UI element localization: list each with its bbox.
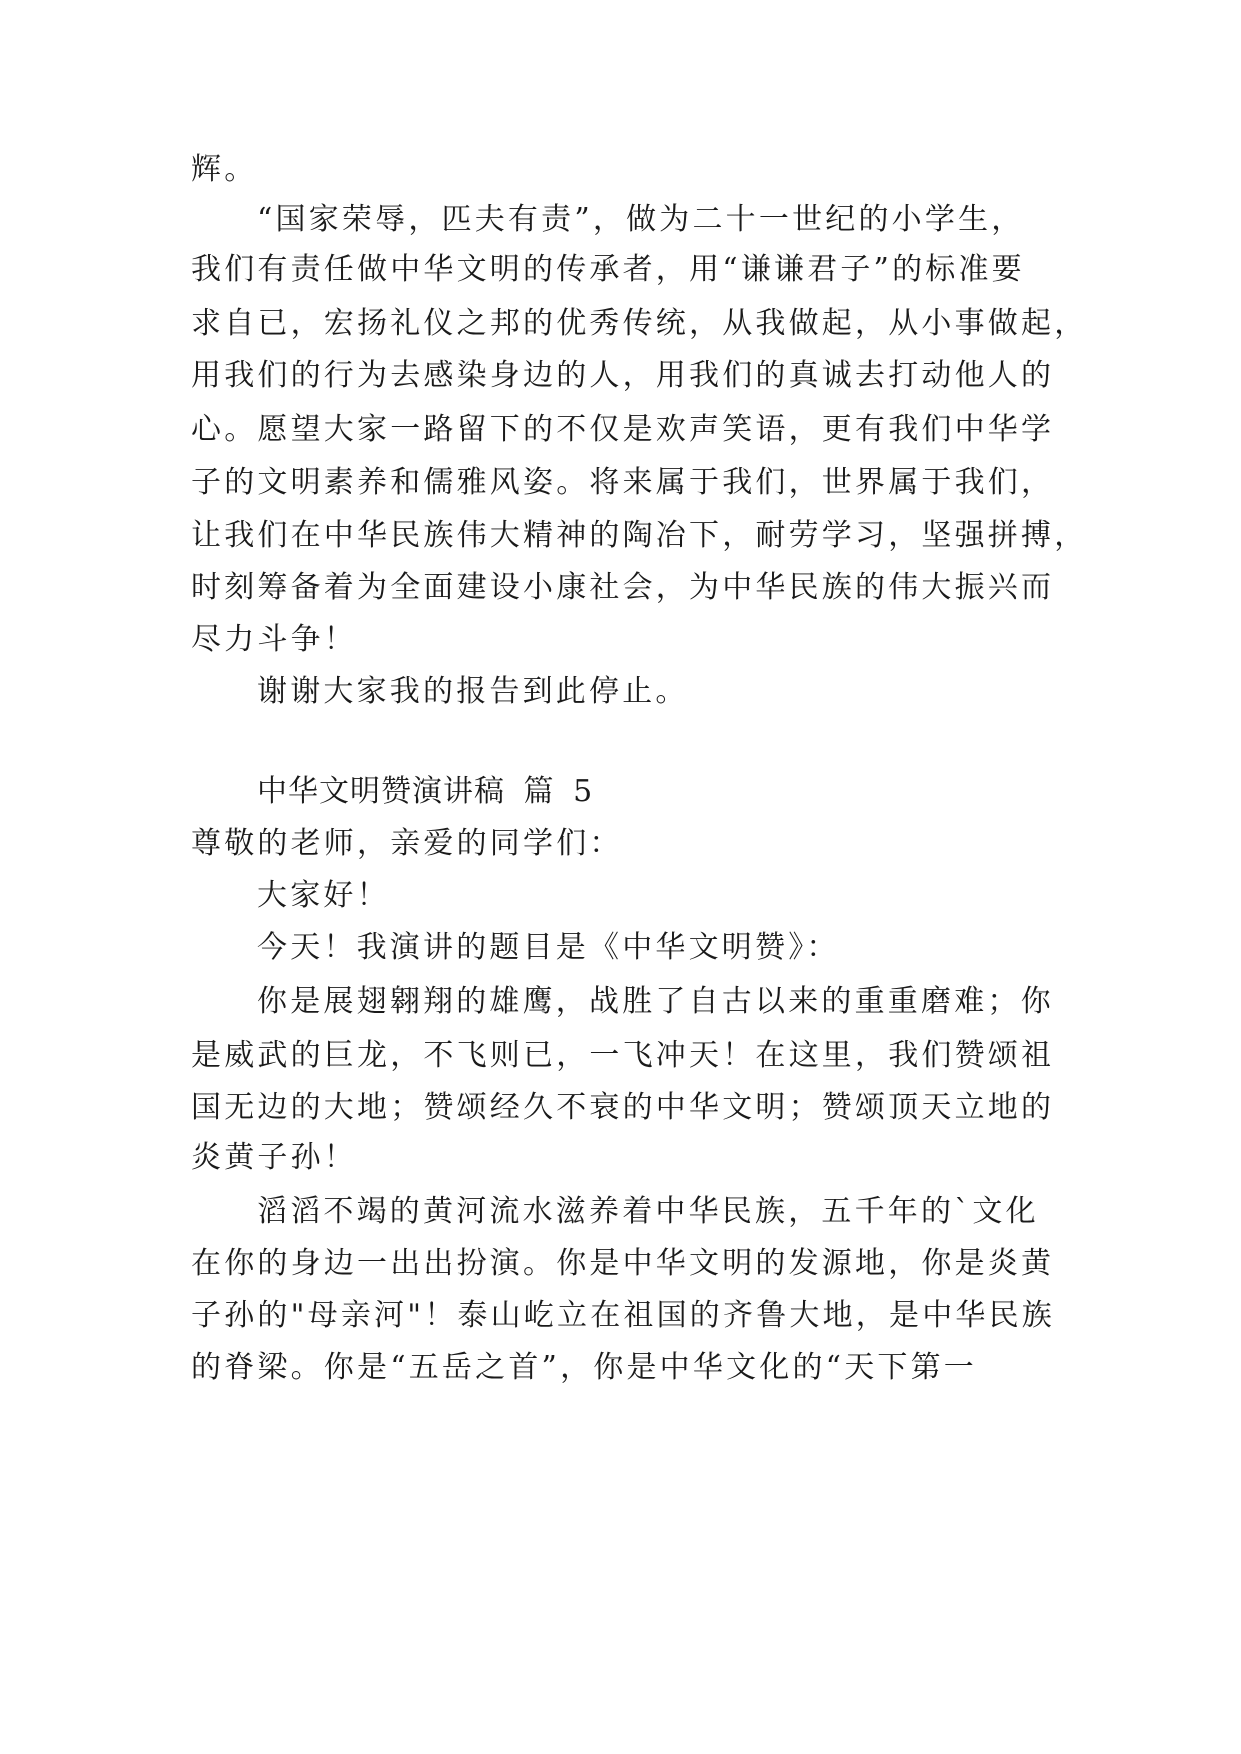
paragraph-line: 谢谢大家我的报告到此停止。: [257, 674, 689, 709]
greeting: 大家好！: [257, 878, 390, 913]
paragraph-line: 子的文明素养和儒雅风姿。将来属于我们，世界属于我们，: [191, 465, 1055, 500]
paragraph-line: 用我们的行为去感染身边的人，用我们的真诚去打动他人的: [191, 358, 1055, 393]
paragraph-line: 我们有责任做中华文明的传承者，用“谦谦君子”的标准要: [191, 252, 1025, 287]
paragraph-line: 滔滔不竭的黄河流水滋养着中华民族，五千年的`文化: [257, 1194, 1039, 1229]
paragraph-line: 尽力斗争！: [191, 622, 357, 657]
paragraph-line: 是威武的巨龙，不飞则已，一飞冲天！在这里，我们赞颂祖: [191, 1038, 1055, 1073]
paragraph-line: 国无边的大地；赞颂经久不衰的中华文明；赞颂顶天立地的: [191, 1090, 1055, 1125]
paragraph-line: 心。愿望大家一路留下的不仅是欢声笑语，更有我们中华学: [191, 412, 1055, 447]
paragraph-line: 让我们在中华民族伟大精神的陶冶下，耐劳学习，坚强拼搏，: [191, 518, 1088, 553]
paragraph-line: 时刻筹备着为全面建设小康社会，为中华民族的伟大振兴而: [191, 570, 1055, 605]
paragraph-line: 的脊梁。你是“五岳之首”，你是中华文化的“天下第一: [191, 1350, 978, 1385]
paragraph-line: 炎黄子孙！: [191, 1140, 357, 1175]
paragraph-line: 在你的身边一出出扮演。你是中华文明的发源地，你是炎黄: [191, 1246, 1055, 1281]
section-title: 中华文明赞演讲稿 篇 5: [257, 774, 594, 809]
paragraph-line: 今天！我演讲的题目是《中华文明赞》：: [257, 930, 840, 965]
paragraph-line: 求自已，宏扬礼仪之邦的优秀传统，从我做起，从小事做起，: [191, 306, 1088, 341]
paragraph-line: 你是展翅翱翔的雄鹰，战胜了自古以来的重重磨难；你: [257, 984, 1054, 1019]
paragraph-line: 子孙的"母亲河"！泰山屹立在祖国的齐鲁大地，是中华民族: [191, 1298, 1055, 1333]
salutation: 尊敬的老师，亲爱的同学们：: [191, 826, 623, 861]
paragraph-line: “国家荣辱，匹夫有责”，做为二十一世纪的小学生，: [257, 202, 1025, 237]
paragraph-line: 辉。: [191, 152, 258, 187]
